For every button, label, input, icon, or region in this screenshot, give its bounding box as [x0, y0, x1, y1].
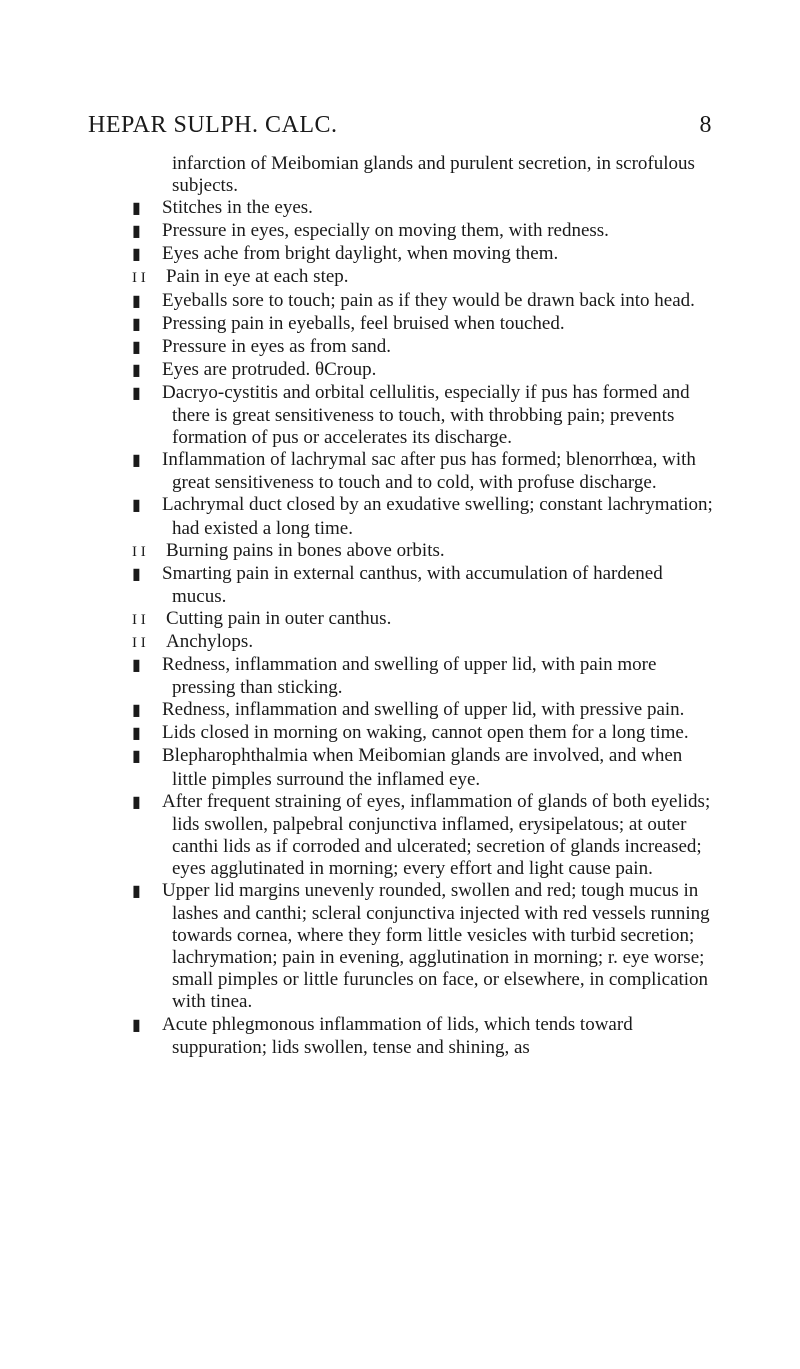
bullet-mark: ▮: [132, 883, 141, 900]
running-header: [88, 112, 712, 142]
symptom-entry: ▮ Redness, inflammation and swelling of upper lid, with pain more pressing than sticking.: [132, 654, 657, 699]
symptom-entry: ▮ Eyeballs sore to touch; pain as if they would be drawn back into head.: [152, 290, 718, 313]
bullet-mark: ▮: [132, 565, 141, 583]
symptom-entry: ▮ Acute phlegmonous inflammation of lids, which tends toward suppuration; lids swollen, tense and shining, as: [132, 1013, 633, 1058]
symptom-entry: ▮ Lachrymal duct closed by an exudative swelling; constant lachrymation; had existed a long time.: [132, 494, 713, 539]
symptom-entry: ▮ After frequent straining of eyes, inflammation of glands of both eyelids; lids swollen, palpebral conjunctiva inflamed, erysipelatous; at outer canthi lids as if corroded and ulcerated; secretion of glands increased; eyes agglutinated in morning; every effort and light cause pain.: [132, 790, 711, 879]
page-number: 8: [699, 112, 712, 138]
symptom-entry: I I Pain in eye at each step.: [152, 266, 718, 289]
symptom-entry: ▮ Blepharophthalmia when Meibomian glands are involved, and when little pimples surround the inflamed eye.: [132, 745, 683, 790]
bullet-mark: ▮: [132, 246, 141, 264]
bullet-mark: ▮: [132, 315, 141, 333]
double-bar-mark: I I: [132, 611, 146, 628]
page-body: [132, 153, 718, 1059]
bullet-mark: ▮: [132, 748, 141, 766]
double-bar-mark: I I: [132, 270, 146, 287]
symptom-entry: ▮ Eyes ache from bright daylight, when moving them.: [152, 243, 718, 266]
bullet-mark: ▮: [132, 1016, 141, 1034]
symptom-entry: ▮ Pressure in eyes as from sand.: [152, 336, 718, 359]
symptom-entry: ▮ Upper lid margins unevenly rounded, swollen and red; tough mucus in lashes and canthi; scleral conjunctiva injected with red vessels running towards cornea, where they form little vesicles with turbid secretion; lachrymation; pain in evening, agglutination in morning; r. eye worse; small pimples or little furuncles on face, or elsewhere, in complication with tinea.: [132, 880, 710, 1013]
bullet-mark: ▮: [132, 452, 141, 470]
symptom-entry: I I Burning pains in bones above orbits.: [152, 540, 718, 563]
bullet-mark: ▮: [132, 292, 141, 310]
double-bar-mark: I I: [132, 634, 146, 651]
bullet-mark: ▮: [132, 497, 141, 515]
bullet-mark: ▮: [132, 361, 141, 379]
symptom-entry: ▮ Smarting pain in external canthus, with accumulation of hardened mucus.: [132, 562, 663, 607]
running-title: HEPAR SULPH. CALC.: [88, 112, 338, 138]
symptom-entry: ▮ Redness, inflammation and swelling of upper lid, with pressive pain.: [152, 699, 718, 722]
symptom-entry: ▮ Inflammation of lachrymal sac after pus has formed; blenorrhœa, with great sensitiveness to touch and to cold, with profuse discharge.: [132, 449, 696, 494]
symptom-entry: I I Cutting pain in outer canthus.: [152, 608, 718, 631]
double-bar-mark: I I: [132, 543, 146, 560]
bullet-mark: ▮: [132, 223, 141, 241]
symptom-entry: ▮ Pressing pain in eyeballs, feel bruised when touched.: [152, 313, 718, 336]
bullet-mark: ▮: [132, 338, 141, 356]
symptom-entry: ▮ Stitches in the eyes.: [152, 197, 718, 220]
symptom-entry: I I Anchylops.: [152, 631, 718, 654]
bullet-mark: ▮: [132, 702, 141, 720]
bullet-mark: ▮: [132, 725, 141, 743]
symptom-entry: ▮ Eyes are protruded. θCroup.: [152, 359, 718, 382]
symptom-entry: ▮ Lids closed in morning on waking, cannot open them for a long time.: [152, 722, 718, 745]
bullet-mark: ▮: [132, 657, 141, 675]
symptom-entry: ▮ Pressure in eyes, especially on moving them, with redness.: [152, 220, 718, 243]
symptom-entry: ▮ Dacryo-cystitis and orbital cellulitis, especially if pus has formed and there is great sensitiveness to touch, with throbbing pain; prevents formation of pus or accelerates its discharge.: [132, 381, 690, 449]
bullet-mark: ▮: [132, 200, 141, 218]
bullet-mark: ▮: [132, 793, 141, 811]
bullet-mark: ▮: [132, 384, 141, 402]
entry-continuation: infarction of Meibomian glands and purulent secretion, in scrofulous subjects.: [172, 153, 695, 197]
